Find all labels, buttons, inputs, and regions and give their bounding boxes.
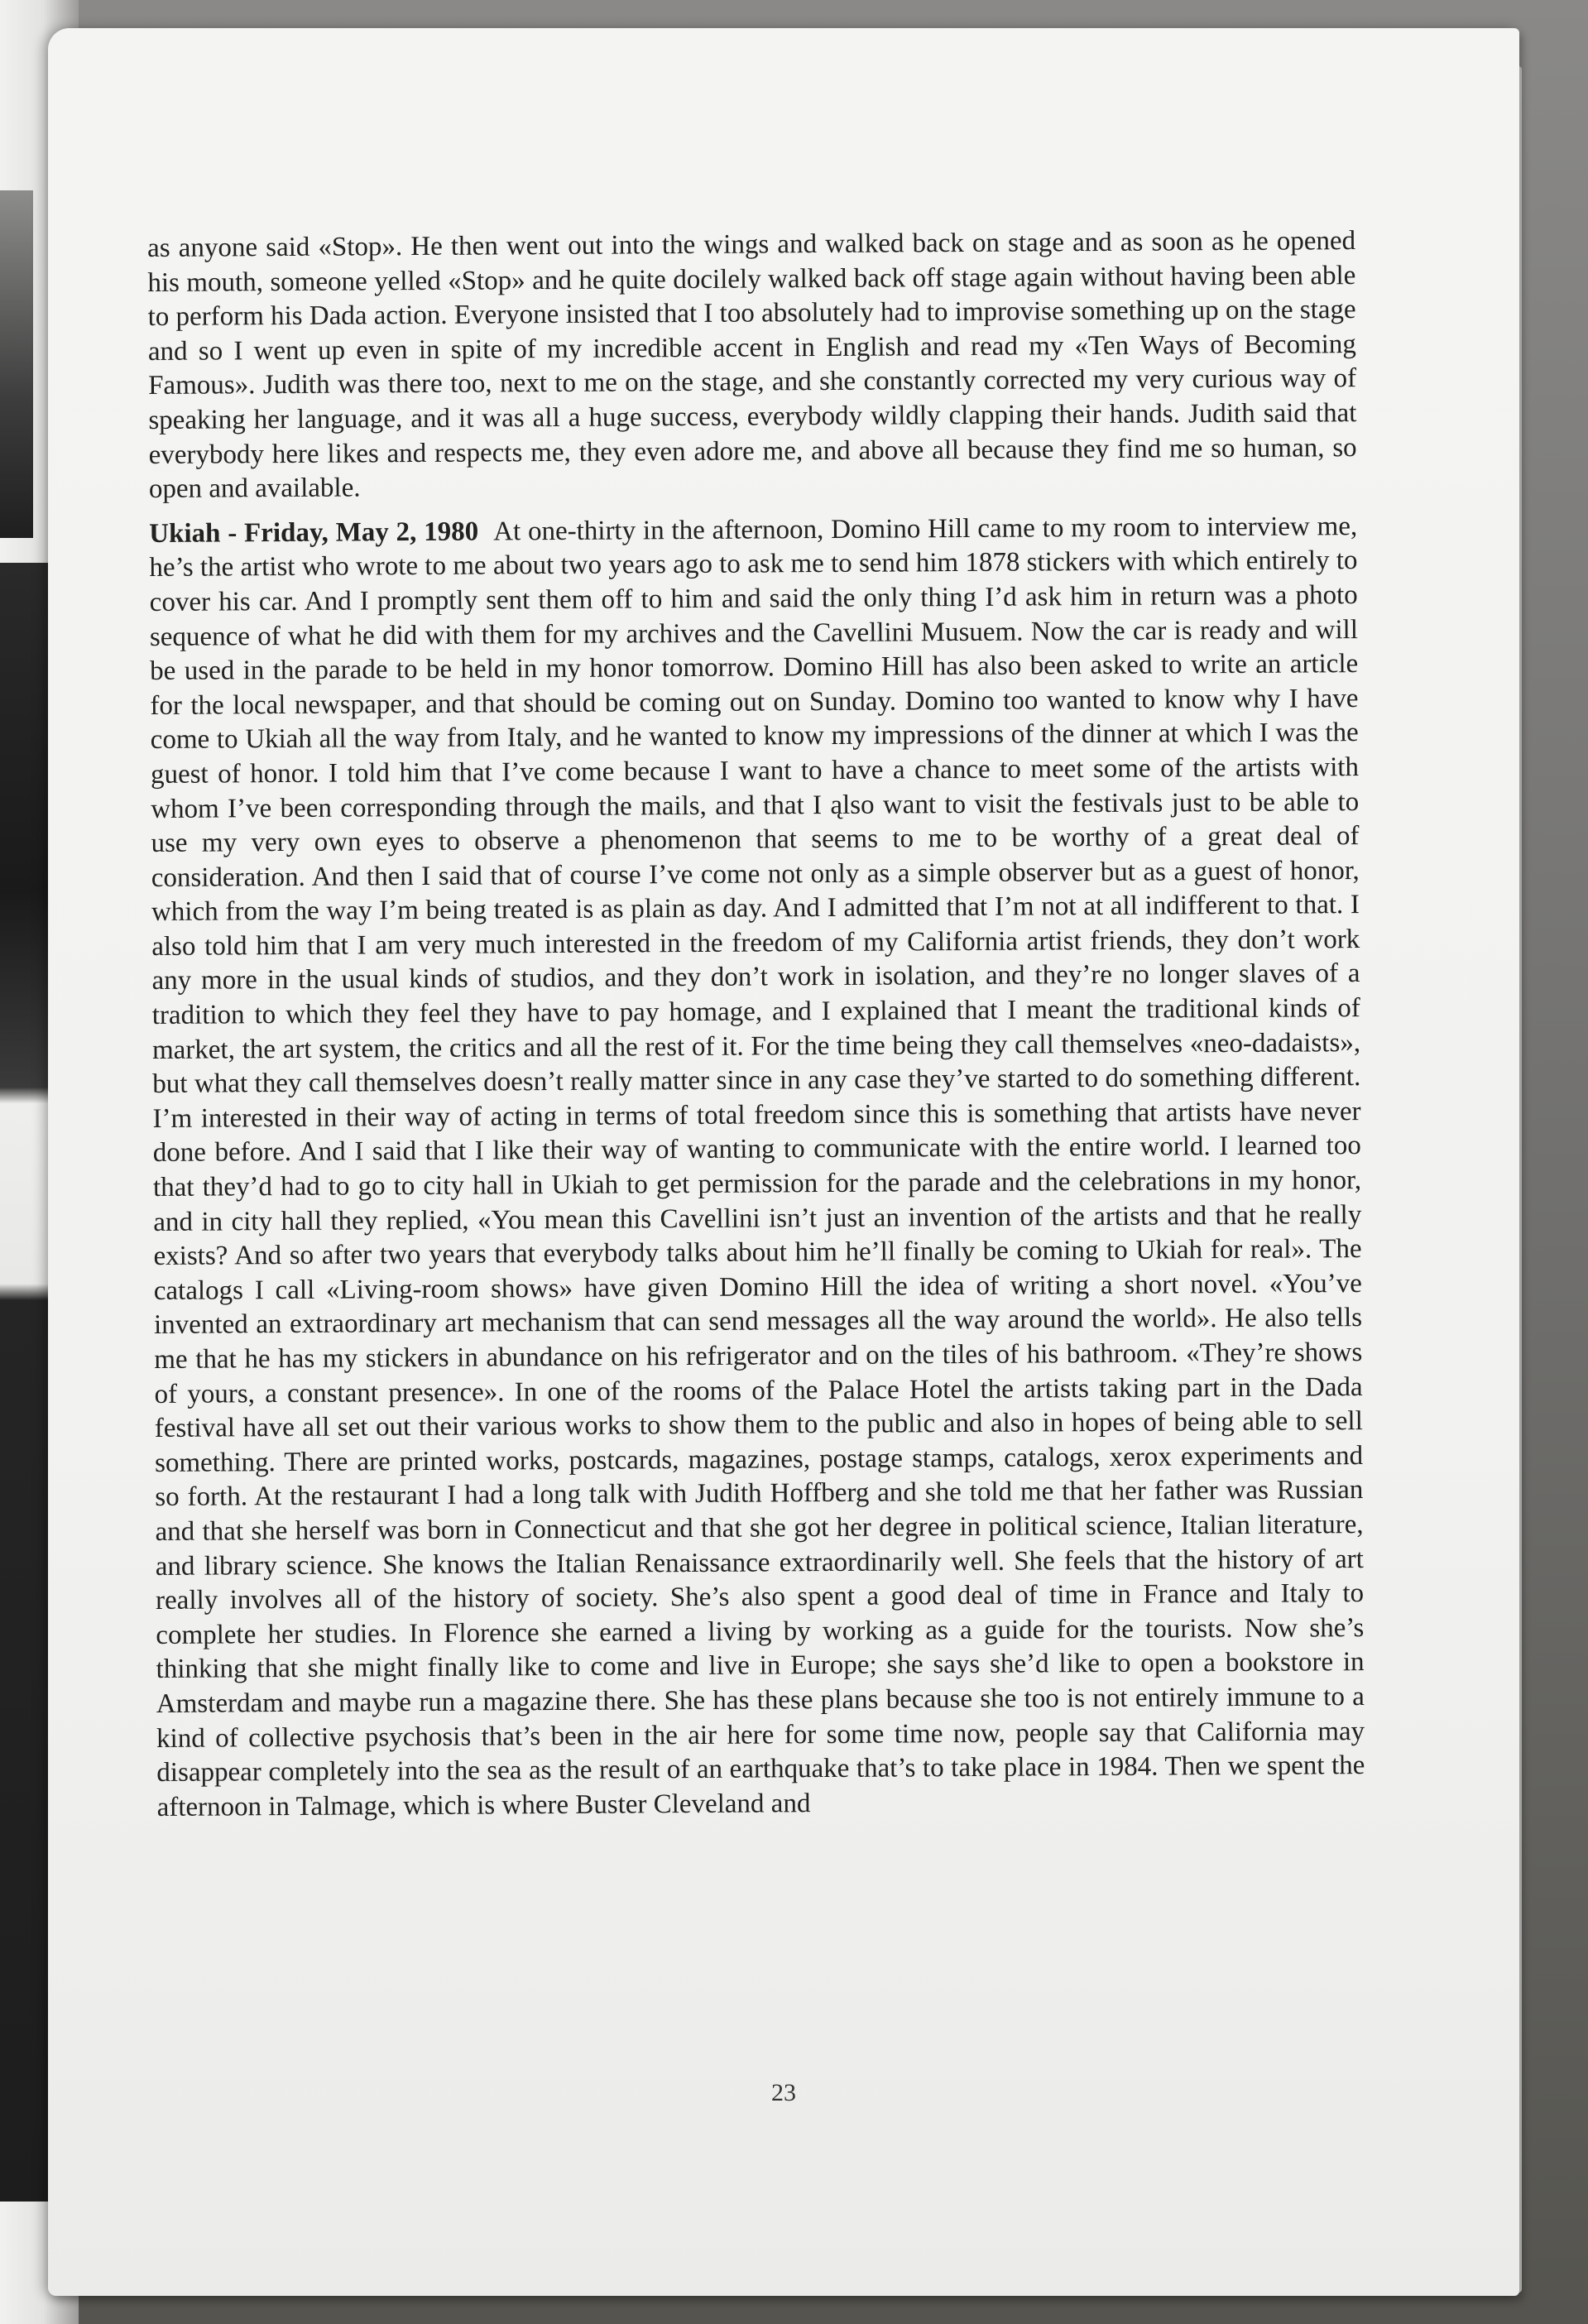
paragraph-continuation: as anyone said «Stop». He then went out into the wings and walked back on stage and as soon as he opened his mouth, someone yelled «Stop» and he quite docilely walked back off stage again without having been able to perform his Dada action. Everyone insisted that I too absolutely had to improvise something up on the stage and so I went up even in spite of my incredible accent in English and read my «Ten Ways of Becoming Famous». Judith was there too, next to me on the stage, and she constantly corrected my very curious way of speaking her language, and it was all a huge success, everybody wildly clapping their hands. Judith said that everybody here likes and respects me, they even adore me, and above all because they find me so human, so open and available. — [147, 226, 1357, 505]
page-number: 23 — [771, 2079, 796, 2106]
facing-page-photo-fragment — [0, 190, 33, 538]
entry-text: At one-thirty in the afternoon, Domino Hill came to my room to interview me, he’s the artist who wrote to me about two years ago to ask me to send him 1878 stickers with which entirely to cover his car. And I promptly sent them off to him and said the only thing I’d ask him in return was a photo sequence of what he did with them for my archives and the Cavellini Musuem. Now the car is ready and will be used in the parade to be held in my honor tomorrow. Domino Hill has also been asked to write an article for the local newspaper, and that should be coming out on Sunday. Domino too wanted to know why I have come to Ukiah all the way from Italy, and he wanted to know my impressions of the dinner at which I was the guest of honor. I told him that I’ve come because I want to have a chance to meet some of the artists with whom I’ve been corresponding through the mails, and that I ąlso want to visit the festivals just to be able to use my very own eyes to observe a phenomenon that seems to me to be worthy of a great deal of consideration. And then I said that of course I’ve come not only as a simple observer but as a guest of honor, which from the way I’m being treated is as plain as day. And I admitted that I’m not at all indifferent to that. I also told him that I am very much interested in the freedom of my California artist friends, they don’t work any more in the usual kinds of studios, and they don’t work in isolation, and they’re no longer slaves of a tradition to which they feel they have to pay homage, and I explained that I meant the traditional kinds of market, the art system, the critics and all the rest of it. For the time being they call themselves «neo-dadaists», but what they call themselves doesn’t really matter since in any case they’ve started to do something different. I’m interested in their way of acting in terms of total freedom since this is something that artists have never done before. And I said that I like their way of wanting to communicate with the entire world. I learned too that they’d had to go to city hall in Ukiah to get permission for the parade and the celebrations in my honor, and in city hall they replied, «You mean this Cavellini isn’t just an invention of the artists and that he really exists? And so after two years that everybody talks about him he’ll finally be coming to Ukiah for real». The catalogs I call «Living-room shows» have given Domino Hill the idea of writing a short novel. «You’ve invented an extraordinary art mechanism that can send messages all the way around the world». He also tells me that he has my stickers in abundance on his refrigerator and on the tiles of his bathroom. «They’re shows of yours, a constant presence». In one of the rooms of the Palace Hotel the artists taking part in the Dada festival have all set out their various works to show them to the public and also in hopes of being able to sell something. There are printed works, postcards, magazines, postage stamps, catalogs, xerox experiments and so forth. At the restaurant I had a long talk with Judith Hoffberg and she told me that her father was Russian and that she herself was born in Connecticut and that she got her degree in political science, Italian literature, and library science. She knows the Italian Renaissance extraordinarily well. She feels that the history of art really involves all of the history of society. She’s also spent a good deal of time in France and Italy to complete her studies. In Florence she earned a living by working as a guide for the tourists. Now she’s thinking that she might finally like to come and live in Europe; she says she’d like to open a bookstore in Amsterdam and maybe run a magazine there. She has these plans because she too is not entirely immune to a kind of collective psychosis that’s been in the air here for some time now, people say that California may disappear completely into the sea as the result of an earthquake that’s to take place in 1984. Then we spent the afternoon in Talmage, which is where Buster Cleveland and — [149, 511, 1365, 1822]
book-page — [48, 28, 1519, 2296]
page-body-text — [147, 224, 1365, 1825]
diary-entry — [149, 510, 1365, 1825]
entry-dateline: Ukiah - Friday, May 2, 1980 — [149, 516, 479, 549]
